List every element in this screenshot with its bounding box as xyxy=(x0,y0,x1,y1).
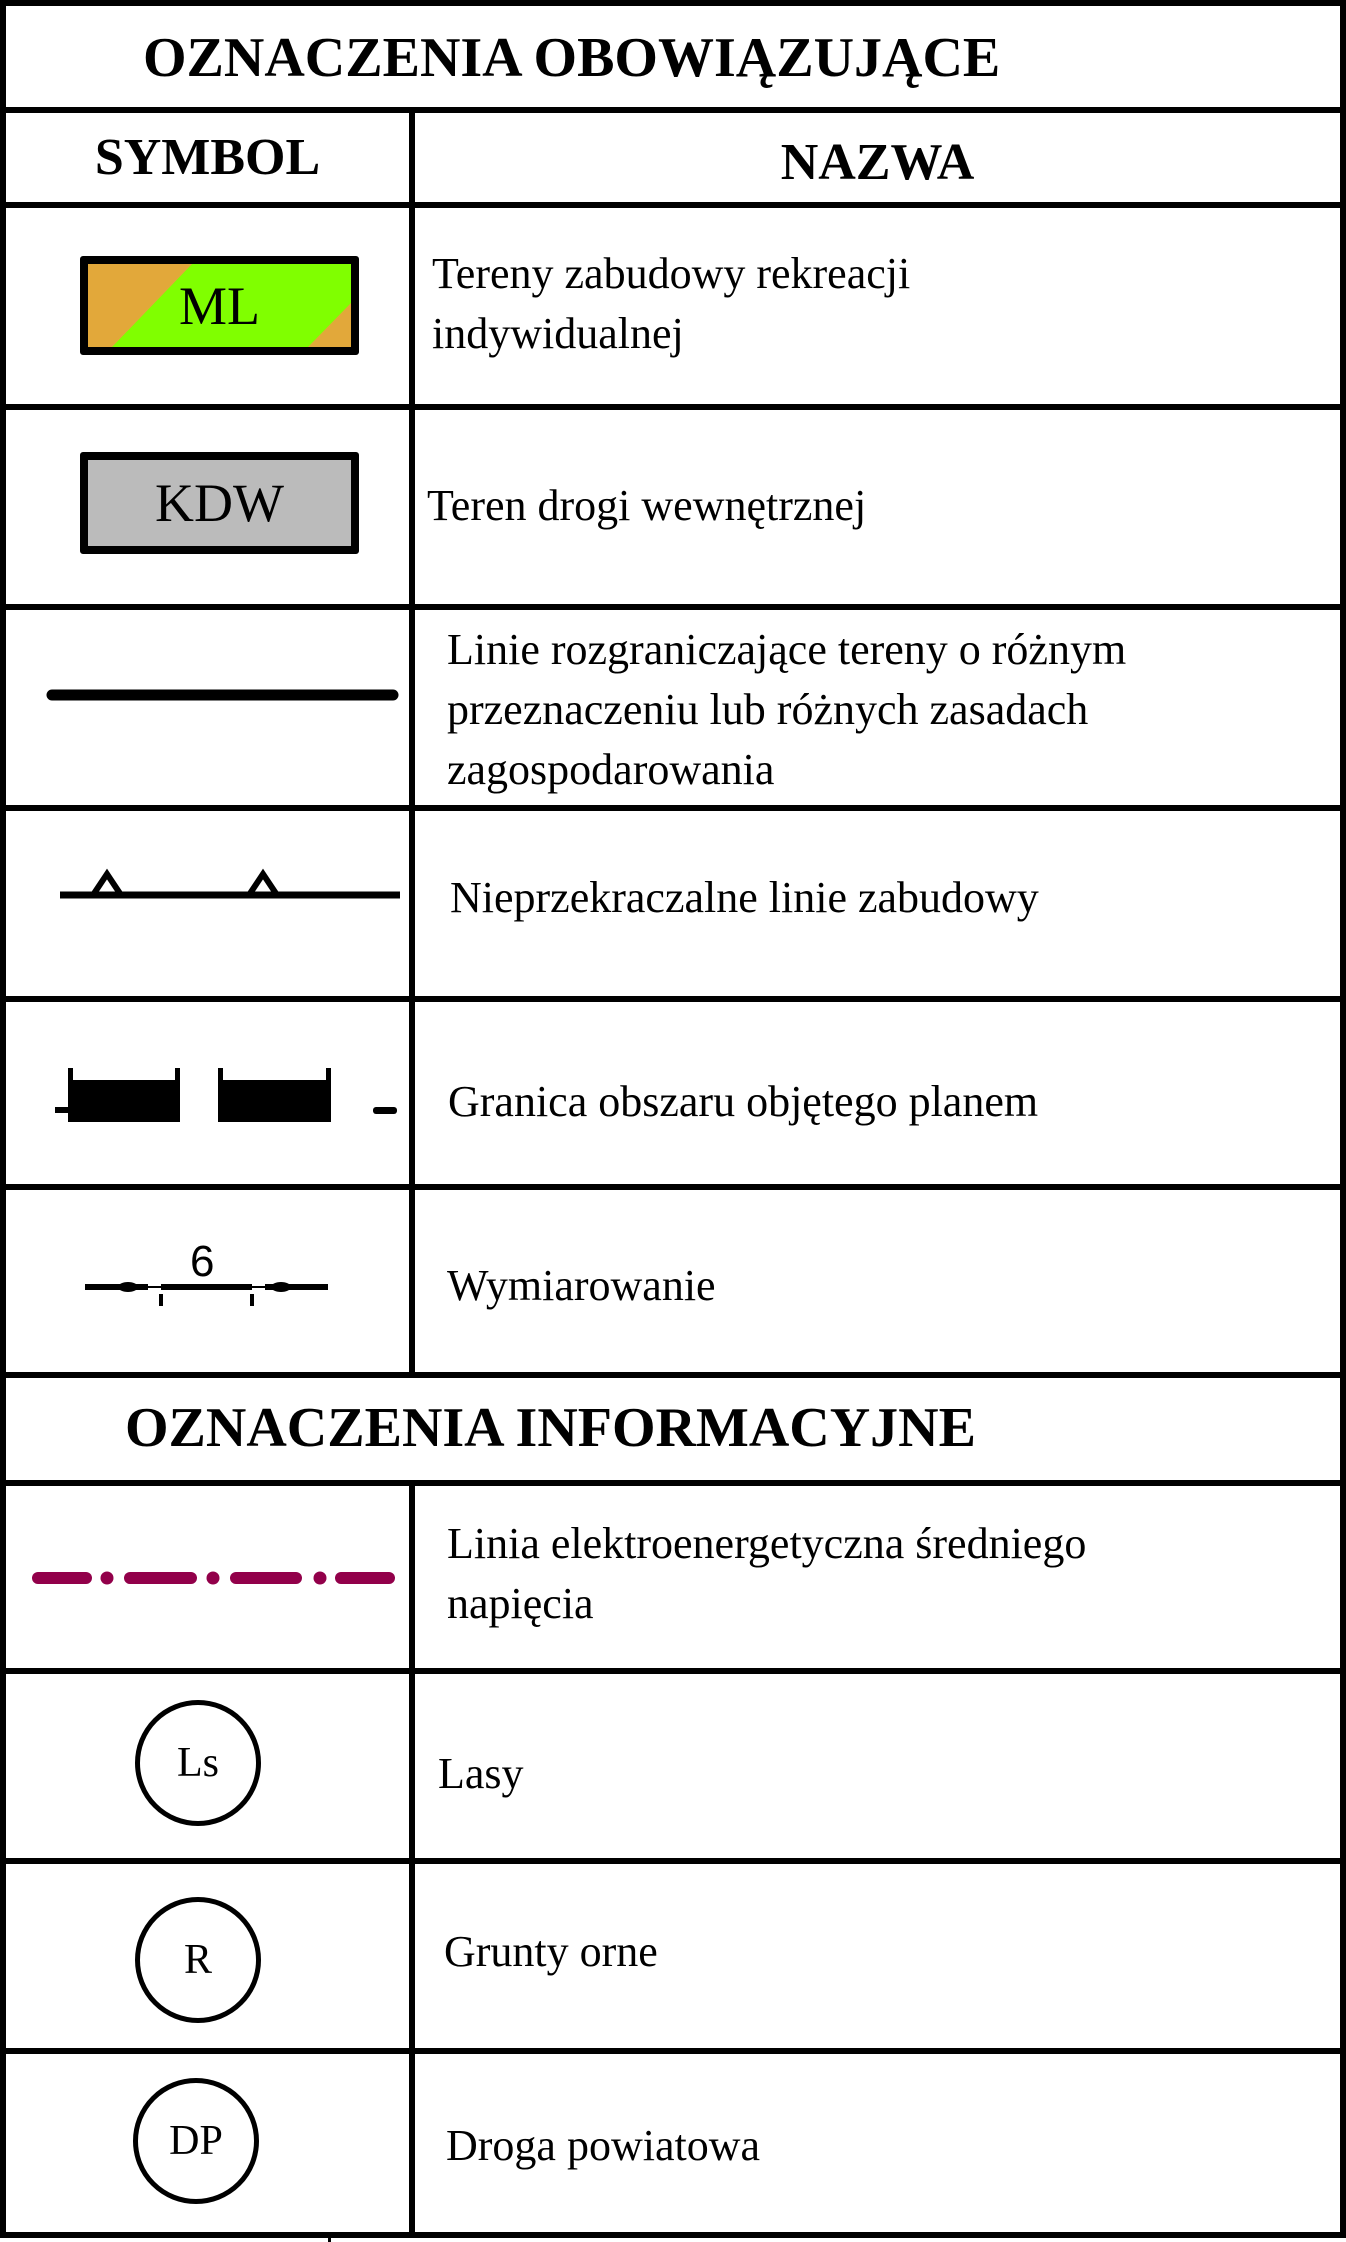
name-line: Grunty orne xyxy=(444,1927,658,1976)
row-name-power-line xyxy=(447,1514,1346,1634)
border-top xyxy=(0,0,1346,6)
row-name-kdw xyxy=(427,476,1327,536)
circle-r-label: R xyxy=(183,1937,212,1983)
border-bottom xyxy=(0,2232,1346,2238)
power-line-icon xyxy=(25,1565,405,1591)
row-divider xyxy=(0,107,1346,113)
row-name-plan-boundary xyxy=(448,1072,1346,1132)
name-line: zagospodarowania xyxy=(447,745,775,794)
zone-kdw-box-icon xyxy=(80,452,359,554)
row-divider xyxy=(0,1184,1346,1190)
row-name-dividing-lines xyxy=(447,620,1346,800)
solid-line-icon xyxy=(40,680,410,710)
circle-r-icon xyxy=(135,1897,261,2023)
row-name-ml xyxy=(432,244,1332,364)
column-divider xyxy=(409,107,415,1378)
name-line: Droga powiatowa xyxy=(446,2121,761,2170)
column-header-symbol: SYMBOL xyxy=(94,129,321,186)
plan-boundary-icon xyxy=(50,1060,410,1130)
name-line: napięcia xyxy=(447,1579,594,1628)
circle-dp-label: DP xyxy=(169,2118,223,2164)
circle-dp-icon xyxy=(133,2078,259,2204)
zone-kdw-label: KDW xyxy=(155,473,284,533)
stray-mark xyxy=(328,2238,331,2242)
name-line: Linie rozgraniczające tereny o różnym xyxy=(447,625,1127,674)
section-title-info: OZNACZENIA INFORMACYJNE xyxy=(125,1397,976,1459)
building-line-icon xyxy=(50,860,410,910)
circle-ls-label: Ls xyxy=(177,1740,219,1786)
name-line: Teren drogi wewnętrznej xyxy=(427,481,867,530)
section-title-binding: OZNACZENIA OBOWIĄZUJĄCE xyxy=(143,27,1001,89)
row-name-forests xyxy=(438,1744,1338,1804)
row-name-arable-land xyxy=(444,1922,1344,1982)
row-divider xyxy=(0,1668,1346,1674)
column-header-name: NAZWA xyxy=(780,134,975,191)
zone-ml-box-icon xyxy=(80,256,359,355)
name-line: Wymiarowanie xyxy=(447,1261,716,1310)
row-divider xyxy=(0,1480,1346,1486)
row-divider xyxy=(0,805,1346,811)
row-divider xyxy=(0,1372,1346,1378)
row-divider xyxy=(0,1858,1346,1864)
row-divider xyxy=(0,996,1346,1002)
row-divider xyxy=(0,202,1346,208)
name-line: indywidualnej xyxy=(432,309,684,358)
row-name-dimension xyxy=(447,1256,1346,1316)
name-line: Tereny zabudowy rekreacji xyxy=(432,249,911,298)
row-divider xyxy=(0,604,1346,610)
border-left xyxy=(0,0,6,2238)
row-divider xyxy=(0,404,1346,410)
circle-ls-icon xyxy=(135,1700,261,1826)
name-line: Linia elektroenergetyczna średniego xyxy=(447,1519,1087,1568)
name-line: Nieprzekraczalne linie zabudowy xyxy=(450,873,1039,922)
name-line: Lasy xyxy=(438,1749,524,1798)
dimension-icon xyxy=(80,1275,340,1315)
name-line: przeznaczeniu lub różnych zasadach xyxy=(447,685,1089,734)
row-name-building-lines xyxy=(450,868,1346,928)
dimension-value: 6 xyxy=(190,1237,215,1286)
column-divider xyxy=(409,1480,415,2238)
row-divider xyxy=(0,2048,1346,2054)
zone-ml-label: ML xyxy=(179,275,260,336)
row-name-county-road xyxy=(446,2116,1346,2176)
name-line: Granica obszaru objętego planem xyxy=(448,1077,1039,1126)
